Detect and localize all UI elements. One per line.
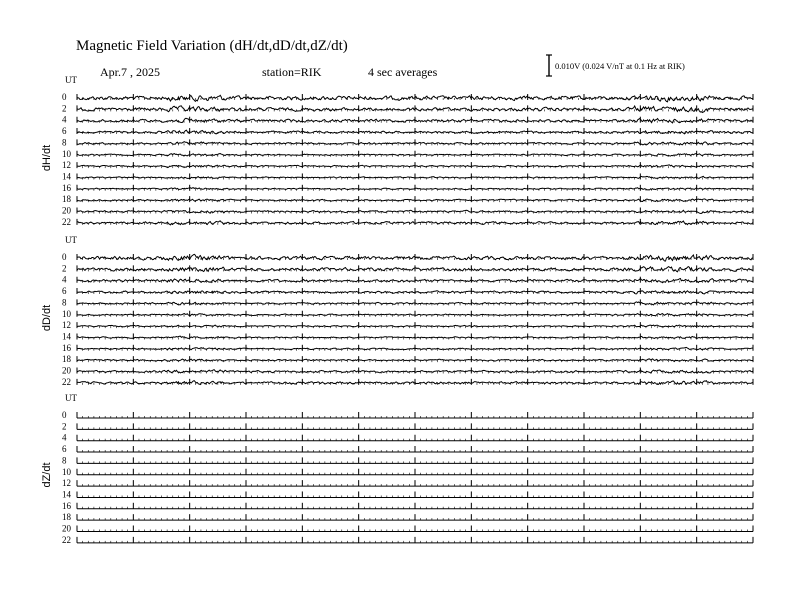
row-ticks <box>77 196 753 202</box>
row-label: 6 <box>62 126 67 137</box>
averaging-label: 4 sec averages <box>368 65 438 79</box>
date-label: Apr.7 , 2025 <box>100 65 160 79</box>
row-label: 18 <box>62 194 71 205</box>
row-label: 12 <box>62 478 71 489</box>
row-ticks <box>77 311 753 317</box>
row-label: 4 <box>62 432 67 443</box>
row-label: 20 <box>62 523 71 534</box>
row-ticks <box>77 491 753 497</box>
row-ticks <box>77 446 753 452</box>
row-ticks <box>77 151 753 157</box>
row-label: 20 <box>62 365 71 376</box>
row-label: 2 <box>62 263 67 274</box>
scale-bar <box>546 55 552 76</box>
row-label: 14 <box>62 489 71 500</box>
row-label: 8 <box>62 137 67 148</box>
row-label: 2 <box>62 421 67 432</box>
row-label: 0 <box>62 252 67 262</box>
row-ticks <box>77 139 753 145</box>
row-label: 8 <box>62 455 67 466</box>
row-label: 4 <box>62 274 67 285</box>
row-ticks <box>77 537 753 543</box>
row-label: 14 <box>62 331 71 342</box>
row-label: 12 <box>62 160 71 171</box>
row-ticks <box>77 435 753 441</box>
row-label: 10 <box>62 466 71 477</box>
row-label: 22 <box>62 376 71 387</box>
row-label: 0 <box>62 410 67 420</box>
row-ticks <box>77 128 753 134</box>
row-label: 12 <box>62 320 71 331</box>
ut-label: UT <box>65 393 77 403</box>
row-label: 16 <box>62 500 71 511</box>
row-label: 10 <box>62 148 71 159</box>
row-label: 6 <box>62 444 67 455</box>
panel-ylabel: dD/dt <box>41 304 53 332</box>
row-ticks <box>77 412 753 418</box>
row-label: 16 <box>62 182 71 193</box>
panel-ylabel: dH/dt <box>41 144 53 172</box>
ut-label: UT <box>65 235 77 245</box>
row-label: 10 <box>62 308 71 319</box>
row-ticks <box>77 219 753 225</box>
ut-label: UT <box>65 75 77 85</box>
row-label: 8 <box>62 297 67 308</box>
row-ticks <box>77 526 753 532</box>
panel-ylabel: dZ/dt <box>41 462 53 488</box>
row-ticks <box>77 423 753 429</box>
row-label: 22 <box>62 534 71 545</box>
chart-title: Magnetic Field Variation (dH/dt,dD/dt,dZ/dt) <box>76 38 348 54</box>
scale-label: 0.010V (0.024 V/nT at 0.1 Hz at RIK) <box>555 61 685 71</box>
row-ticks <box>77 457 753 463</box>
row-ticks <box>77 514 753 520</box>
row-ticks <box>77 173 753 179</box>
row-ticks <box>77 503 753 509</box>
row-label: 18 <box>62 354 71 365</box>
row-ticks <box>77 469 753 475</box>
row-label: 2 <box>62 103 67 114</box>
row-label: 22 <box>62 216 71 227</box>
row-label: 4 <box>62 114 67 125</box>
station-label: station=RIK <box>262 65 322 79</box>
row-label: 0 <box>62 92 67 102</box>
row-label: 20 <box>62 205 71 216</box>
row-label: 18 <box>62 512 71 523</box>
row-label: 16 <box>62 342 71 353</box>
row-ticks <box>77 480 753 486</box>
row-label: 6 <box>62 286 67 297</box>
row-label: 14 <box>62 171 71 182</box>
